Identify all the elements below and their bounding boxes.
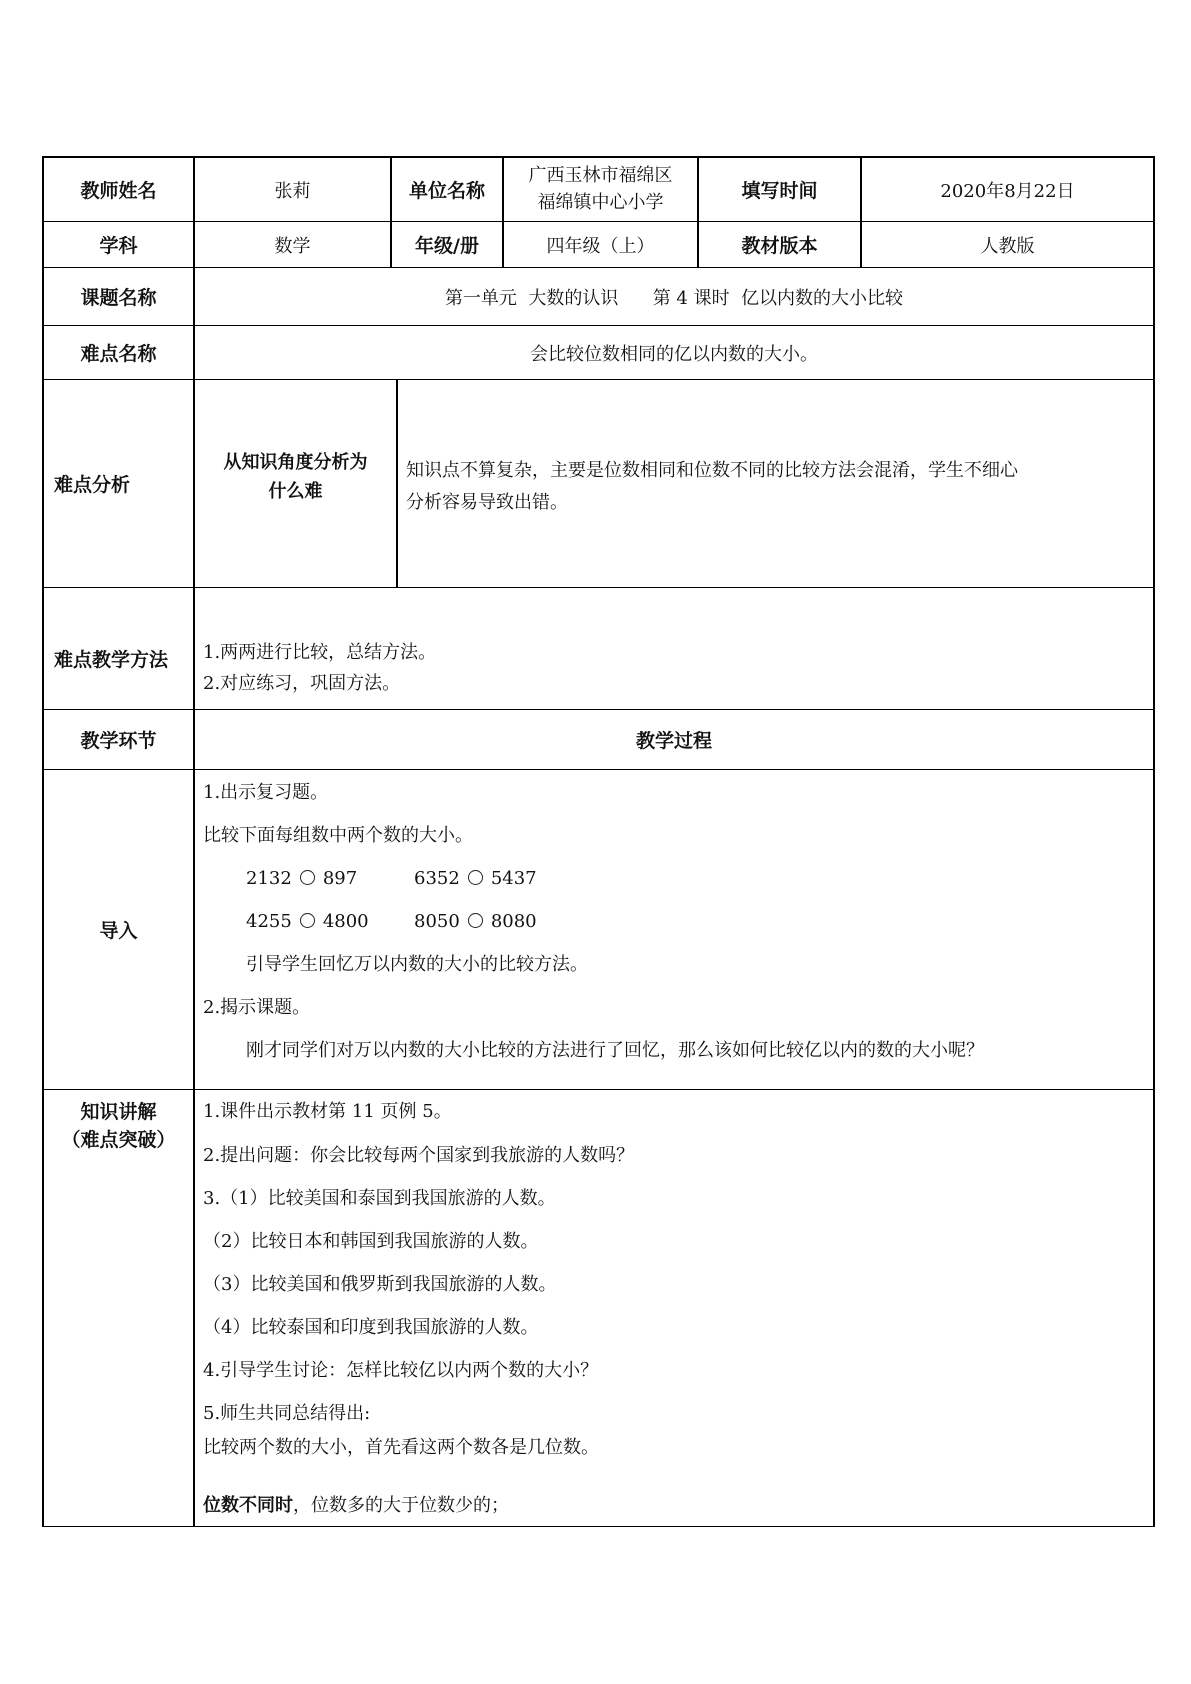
- knowledge-line-10-bold: 位数不同时: [203, 1495, 293, 1516]
- intro-line-6: 2.揭示课题。: [203, 997, 311, 1018]
- knowledge-line-1: 1.课件出示教材第 11 页例 5。: [203, 1101, 452, 1122]
- analysis-sub-label: [195, 380, 396, 587]
- knowledge-line-8: 5.师生共同总结得出:: [203, 1403, 371, 1424]
- pair-2-left: 6352: [414, 868, 460, 889]
- intro-label: 导入: [99, 920, 138, 942]
- teaching-stage-label: 教学环节: [80, 730, 157, 752]
- compare-pair-2: [414, 870, 537, 888]
- knowledge-line-9: 比较两个数的大小，首先看这两个数各是几位数。: [203, 1437, 599, 1458]
- row-divider: [42, 769, 1155, 770]
- fill-date-value: 2020年8月22日: [940, 180, 1075, 202]
- subject-value: 数学: [274, 235, 311, 257]
- compare-circle-icon: [468, 913, 483, 928]
- pair-4-left: 8050: [414, 911, 460, 932]
- knowledge-line-4: （2）比较日本和韩国到我国旅游的人数。: [203, 1231, 539, 1252]
- col-divider: [396, 379, 398, 588]
- knowledge-line-10: [203, 1497, 509, 1515]
- compare-pair-1: [246, 870, 357, 888]
- compare-pair-3: [246, 913, 369, 931]
- topic-label: 课题名称: [80, 287, 157, 309]
- teacher-name-value: 张莉: [274, 180, 311, 202]
- method-label: 难点教学方法: [54, 649, 169, 671]
- compare-circle-icon: [300, 870, 315, 885]
- analysis-text-line-2: 分析容易导致出错。: [406, 492, 568, 513]
- fill-date-label: 填写时间: [741, 180, 818, 202]
- analysis-label: 难点分析: [54, 474, 131, 496]
- intro-line-1: 1.出示复习题。: [203, 782, 329, 803]
- knowledge-label: [44, 1098, 193, 1154]
- edition-value: 人教版: [980, 235, 1035, 257]
- edition-label: 教材版本: [741, 235, 818, 257]
- difficulty-label: 难点名称: [80, 343, 157, 365]
- pair-2-right: 5437: [490, 868, 537, 889]
- compare-circle-icon: [468, 870, 483, 885]
- table-border-bottom: [42, 1526, 1155, 1527]
- teaching-process-label: 教学过程: [635, 730, 712, 752]
- intro-line-5: 引导学生回忆万以内数的大小的比较方法。: [246, 954, 588, 975]
- knowledge-line-6: （4）比较泰国和印度到我国旅游的人数。: [203, 1317, 539, 1338]
- knowledge-label-line-1: 知识讲解: [80, 1100, 157, 1123]
- grade-label: 年级/册: [415, 235, 479, 257]
- difficulty-value: 会比较位数相同的亿以内数的大小。: [530, 343, 818, 365]
- subject-label: 学科: [99, 235, 138, 257]
- unit-name-value: [504, 158, 697, 221]
- method-line-1: 1.两两进行比较，总结方法。: [203, 642, 437, 663]
- topic-value: 第一单元 大数的认识 第 4 课时 亿以内数的大小比较: [444, 287, 904, 309]
- knowledge-line-2: 2.提出问题：你会比较每两个国家到我旅游的人数吗？: [203, 1145, 635, 1166]
- knowledge-line-10-rest: ，位数多的大于位数少的；: [293, 1495, 509, 1516]
- pair-1-right: 897: [322, 868, 358, 889]
- unit-name-line-2: 福绵镇中心小学: [537, 191, 664, 213]
- table-border-right: [1153, 156, 1155, 1527]
- knowledge-line-7: 4.引导学生讨论：怎样比较亿以内两个数的大小？: [203, 1360, 599, 1381]
- pair-1-left: 2132: [246, 868, 292, 889]
- knowledge-line-3: 3.（1）比较美国和泰国到我国旅游的人数。: [203, 1188, 556, 1209]
- row-divider: [42, 1089, 1155, 1090]
- unit-name-label: 单位名称: [408, 180, 485, 202]
- knowledge-line-5: （3）比较美国和俄罗斯到我国旅游的人数。: [203, 1274, 557, 1295]
- pair-3-left: 4255: [246, 911, 292, 932]
- method-line-2: 2.对应练习，巩固方法。: [203, 673, 401, 694]
- knowledge-label-line-2: （难点突破）: [61, 1129, 176, 1151]
- row-divider: [42, 587, 1155, 588]
- analysis-sub-label-line-1: 从知识角度分析为: [223, 451, 368, 473]
- unit-name-line-1: 广西玉林市福绵区: [528, 165, 673, 187]
- pair-3-right: 4800: [322, 911, 369, 932]
- intro-line-2: 比较下面每组数中两个数的大小。: [203, 825, 473, 846]
- compare-pair-4: [414, 913, 537, 931]
- grade-value: 四年级（上）: [546, 235, 655, 257]
- intro-line-7: 刚才同学们对万以内数的大小比较的方法进行了回忆，那么该如何比较亿以内的数的大小呢？: [246, 1040, 984, 1061]
- pair-4-right: 8080: [490, 911, 537, 932]
- analysis-text-line-1: 知识点不算复杂，主要是位数相同和位数不同的比较方法会混淆，学生不细心: [406, 460, 1018, 481]
- analysis-sub-label-line-2: 什么难: [268, 480, 323, 502]
- teacher-name-label: 教师姓名: [80, 180, 157, 202]
- compare-circle-icon: [300, 913, 315, 928]
